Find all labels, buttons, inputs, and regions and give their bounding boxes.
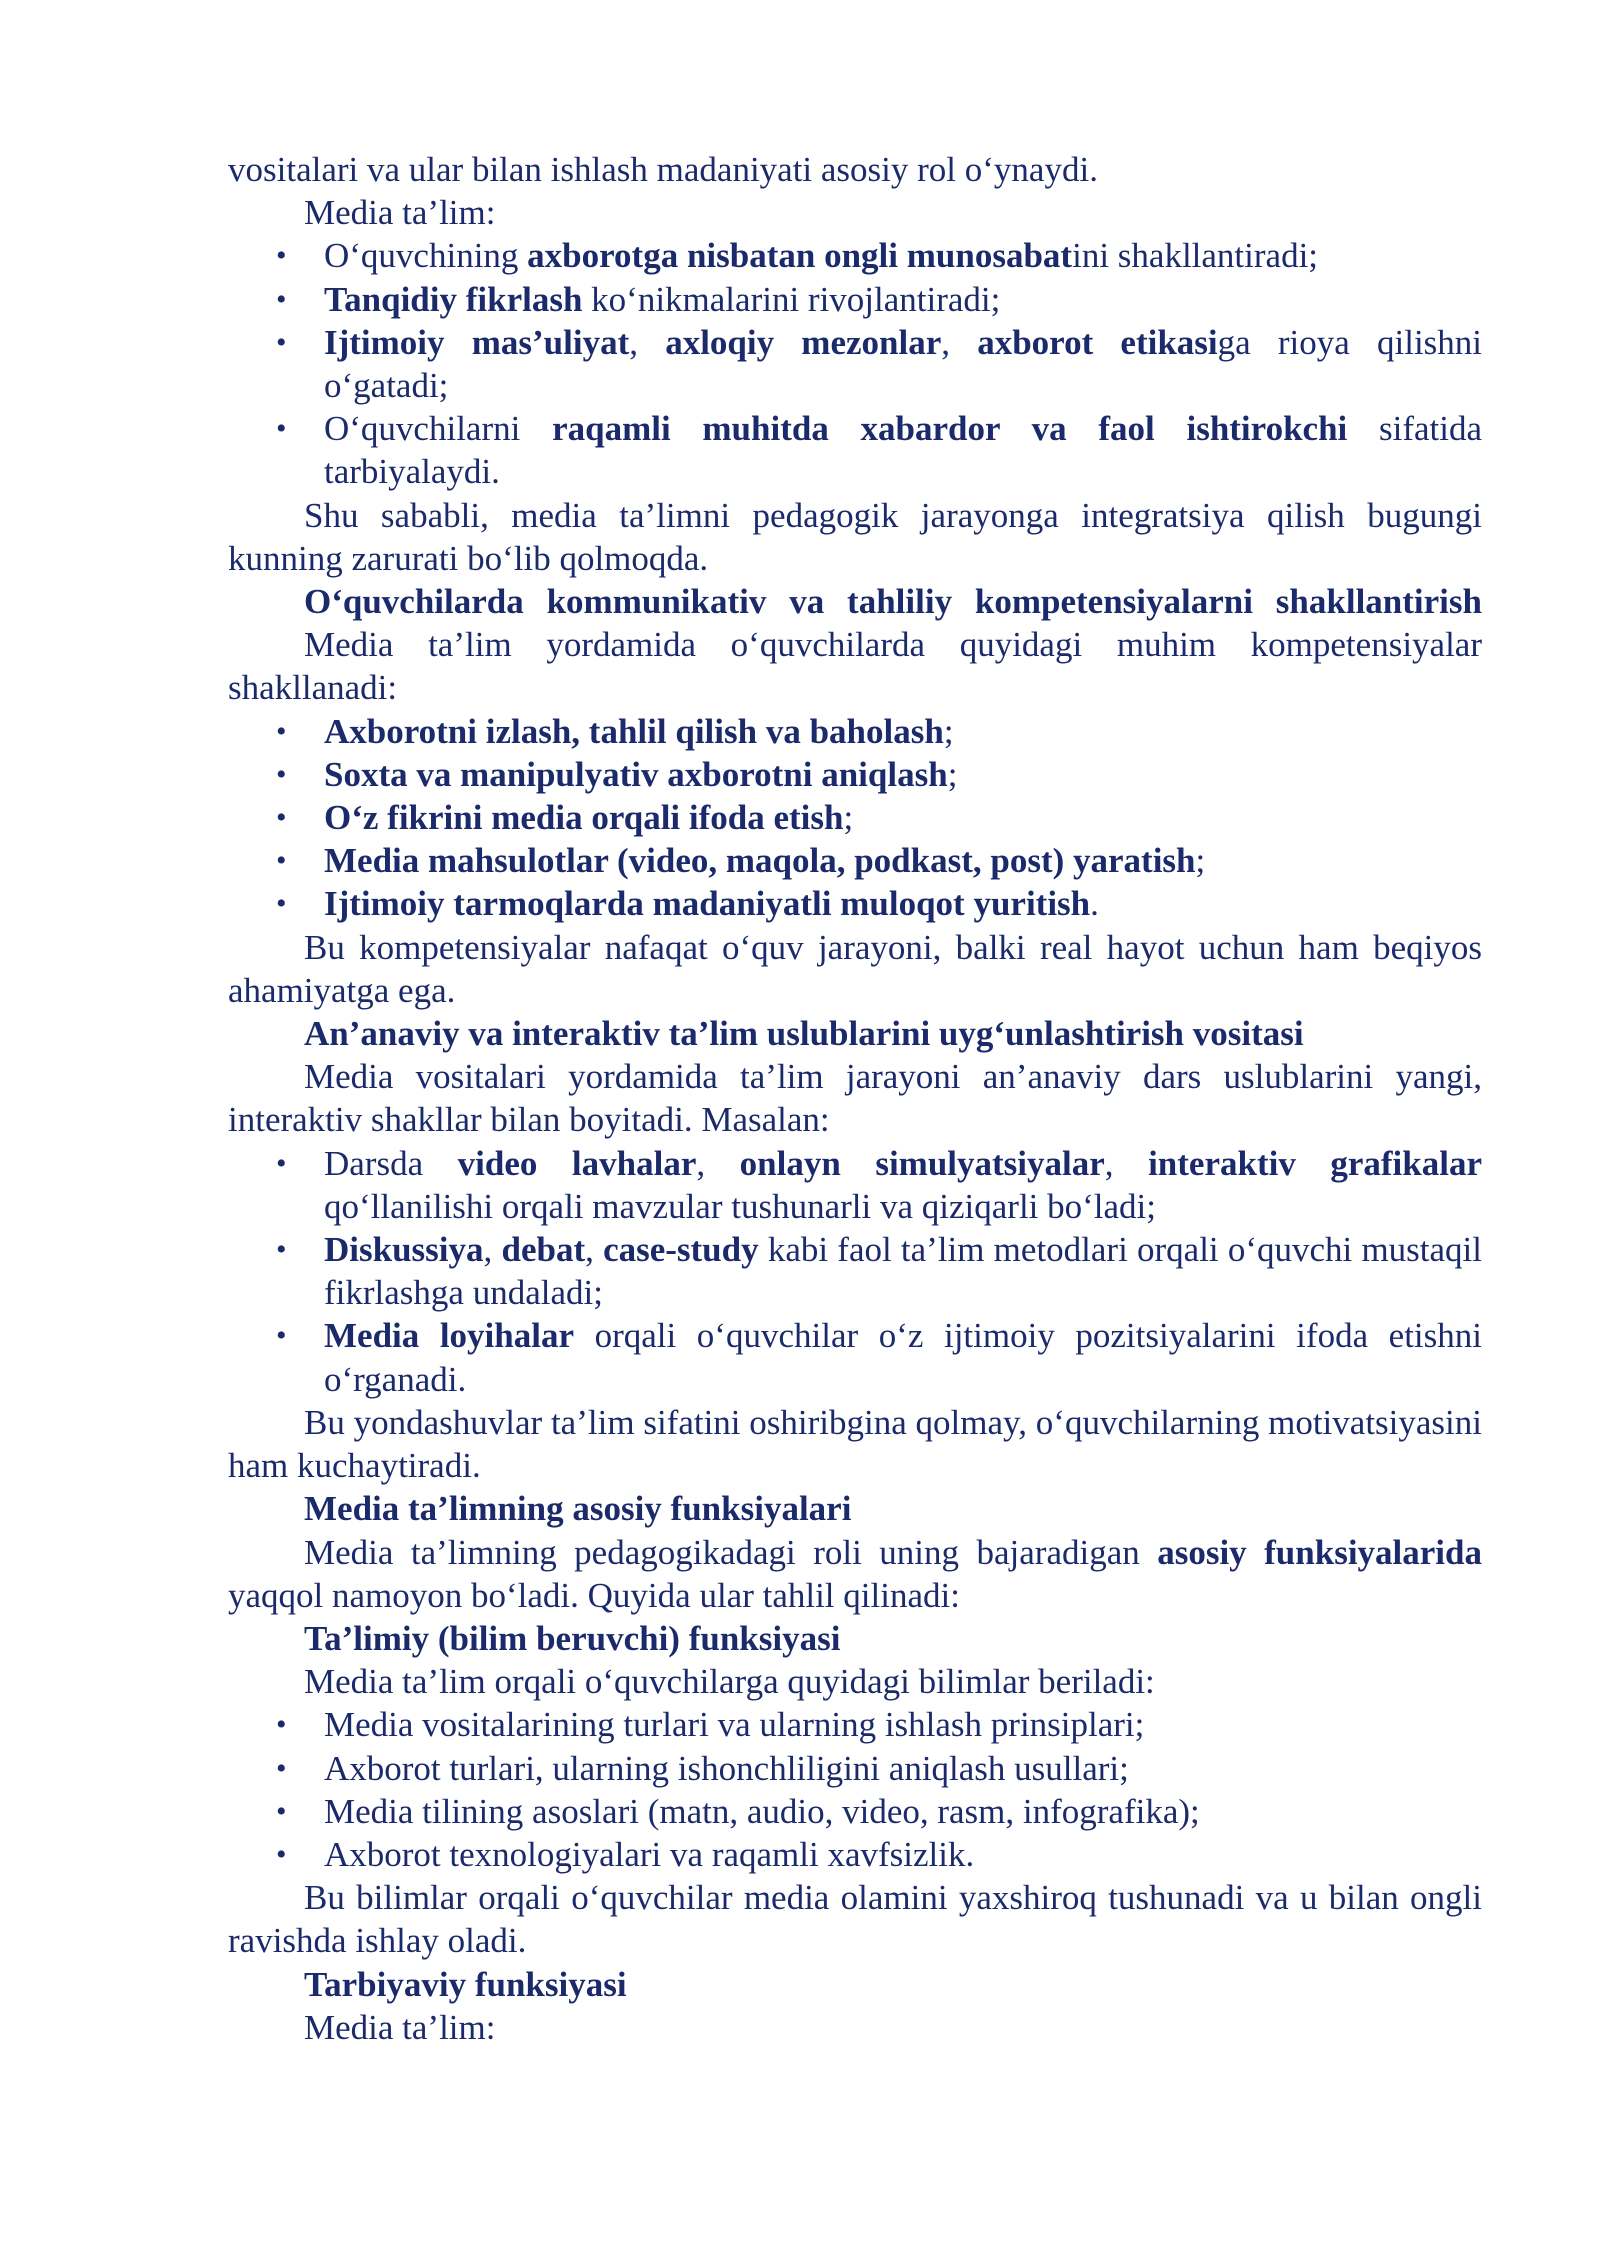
list-item (228, 710, 1482, 753)
list-item (228, 1142, 1482, 1228)
bold-text: Axborotni izlash, tahlil qilish va baholash (324, 711, 944, 751)
bold-text: Diskussiya (324, 1230, 484, 1270)
list-item (228, 796, 1482, 839)
bold-text: Ijtimoiy tarmoqlarda madaniyatli muloqot yuritish (324, 884, 1091, 924)
bold-text: video lavhalar (457, 1143, 697, 1183)
document-body (228, 148, 1482, 2049)
text-run: O‘quvchining (324, 236, 528, 276)
text-run: ; (843, 798, 854, 838)
bold-text: Ijtimoiy mas’uliyat (324, 322, 630, 362)
paragraph (228, 494, 1482, 580)
bold-text: interaktiv grafikalar (1148, 1143, 1482, 1183)
paragraph (228, 148, 1482, 191)
paragraph (228, 2006, 1482, 2049)
text-run: , (629, 322, 666, 362)
section-heading: An’anaviy va interaktiv ta’lim uslublarini uyg‘unlashtirish vositasi (304, 1014, 1304, 1054)
text-run: ini shakllantiradi; (1072, 236, 1319, 276)
paragraph (228, 623, 1482, 709)
text-run: Shu sababli, media ta’limni pedagogik jarayonga integratsiya qilish bugungi kunning zarurati bo‘lib qolmoqda. (228, 495, 1482, 578)
list-item (228, 1790, 1482, 1833)
paragraph (228, 1876, 1482, 1962)
bold-text: axloqiy mezonlar (665, 322, 942, 362)
section-heading: Tarbiyaviy funksiyasi (304, 1964, 627, 2004)
text-run: Media tilining asoslari (matn, audio, video, rasm, infografika); (324, 1791, 1200, 1831)
list-item (228, 234, 1482, 277)
list-item (228, 1747, 1482, 1790)
bullet-list (228, 710, 1482, 926)
text-run: Media ta’lim yordamida o‘quvchilarda quyidagi muhim kompetensiyalar shakllanadi: (228, 625, 1482, 708)
text-run: Axborot texnologiyalari va raqamli xavfsizlik. (324, 1834, 975, 1874)
list-item (228, 1314, 1482, 1400)
list-item (228, 1228, 1482, 1314)
bold-text: case-study (603, 1230, 759, 1270)
bold-text: axborotga nisbatan ongli munosabat (527, 236, 1073, 276)
text-run: ; (947, 754, 958, 794)
bold-text: onlayn simulyatsiyalar (739, 1143, 1105, 1183)
text-run: ga rioya qilishni o‘gatadi; (324, 322, 1483, 406)
bullet-list (228, 1142, 1482, 1401)
bold-text: debat (501, 1230, 586, 1270)
paragraph (228, 191, 1482, 234)
list-item (228, 839, 1482, 882)
text-run: yaqqol namoyon bo‘ladi. Quyida ular tahlil qilinadi: (228, 1575, 960, 1615)
text-run: Axborot turlari, ularning ishonchliligini aniqlash usullari; (324, 1748, 1129, 1788)
text-run: Bu bilimlar orqali o‘quvchilar media olamini yaxshiroq tushunadi va u bilan ongli ravishda ishlay oladi. (228, 1878, 1482, 1961)
bold-text: asosiy funksiyalarida (1157, 1532, 1482, 1572)
bold-text: Media mahsulotlar (video, maqola, podkast, post) yaratish (324, 841, 1196, 881)
list-item (228, 407, 1482, 493)
text-run: orqali o‘quvchilar o‘z ijtimoiy pozitsiyalarini ifoda etishni o‘rganadi. (324, 1316, 1483, 1399)
text-run: , (1104, 1143, 1149, 1183)
text-run: kabi faol ta’lim metodlari orqali o‘quvchi mustaqil fikrlashga undaladi; (324, 1230, 1483, 1313)
list-item (228, 321, 1482, 407)
text-run: Bu kompetensiyalar nafaqat o‘quv jarayoni, balki real hayot uchun ham beqiyos ahamiyatga ega. (228, 927, 1482, 1010)
text-run: sifatida tarbiyalaydi. (324, 409, 1483, 492)
list-item (228, 1703, 1482, 1746)
text-run: Media ta’limning pedagogikadagi roli uning bajaradigan (304, 1532, 1158, 1572)
bullet-list (228, 234, 1482, 493)
text-run: qo‘llanilishi orqali mavzular tushunarli va qiziqarli bo‘ladi; (324, 1186, 1157, 1226)
paragraph (228, 1401, 1482, 1487)
list-item (228, 278, 1482, 321)
text-run: ko‘nikmalarini rivojlantiradi; (582, 279, 1001, 319)
section-heading: O‘quvchilarda kommunikativ va tahliliy kompetensiyalarni shakllantirish (304, 582, 1482, 622)
text-run: Bu yondashuvlar ta’lim sifatini oshiribgina qolmay, o‘quvchilarning motivatsiyasini ham kuchaytiradi. (228, 1402, 1482, 1486)
paragraph (228, 1055, 1482, 1141)
bold-text: Soxta va manipulyativ axborotni aniqlash (324, 754, 948, 794)
list-item (228, 753, 1482, 796)
text-run: Media vositalarining turlari va ularning ishlash prinsiplari; (324, 1705, 1145, 1745)
bold-text: O‘z fikrini media orqali ifoda etish (324, 798, 844, 838)
text-run: Media ta’lim orqali o‘quvchilarga quyidagi bilimlar beriladi: (304, 1662, 1155, 1702)
bold-text: Tanqidiy fikrlash (324, 279, 583, 319)
bullet-list (228, 1703, 1482, 1876)
text-run: Media ta’lim: (304, 2007, 496, 2047)
text-run: Media ta’lim: (304, 193, 496, 233)
text-run: O‘quvchilarni (324, 409, 553, 449)
text-run: , (483, 1230, 502, 1270)
bold-text: axborot etikasi (977, 322, 1218, 362)
list-item (228, 1833, 1482, 1876)
bold-text: raqamli muhitda xabardor va faol ishtirokchi (552, 409, 1348, 449)
section-heading: Ta’limiy (bilim beruvchi) funksiyasi (304, 1618, 841, 1658)
paragraph (228, 1531, 1482, 1617)
text-run: Darsda (324, 1143, 458, 1183)
bold-text: Media loyihalar (324, 1316, 575, 1356)
list-item (228, 882, 1482, 925)
text-run: ; (943, 711, 954, 751)
paragraph (228, 926, 1482, 1012)
paragraph (228, 1660, 1482, 1703)
section-heading: Media ta’limning asosiy funksiyalari (304, 1489, 852, 1529)
text-run: . (1090, 884, 1099, 924)
text-run: vositalari va ular bilan ishlash madaniyati asosiy rol o‘ynaydi. (228, 150, 1098, 189)
text-run: Media vositalari yordamida ta’lim jarayoni an’anaviy dars uslublarini yangi, interaktiv shakllar bilan boyitadi. Masalan: (228, 1057, 1482, 1140)
text-run: , (696, 1143, 740, 1183)
text-run: , (941, 322, 978, 362)
text-run: ; (1195, 841, 1206, 881)
text-run: , (585, 1230, 604, 1270)
